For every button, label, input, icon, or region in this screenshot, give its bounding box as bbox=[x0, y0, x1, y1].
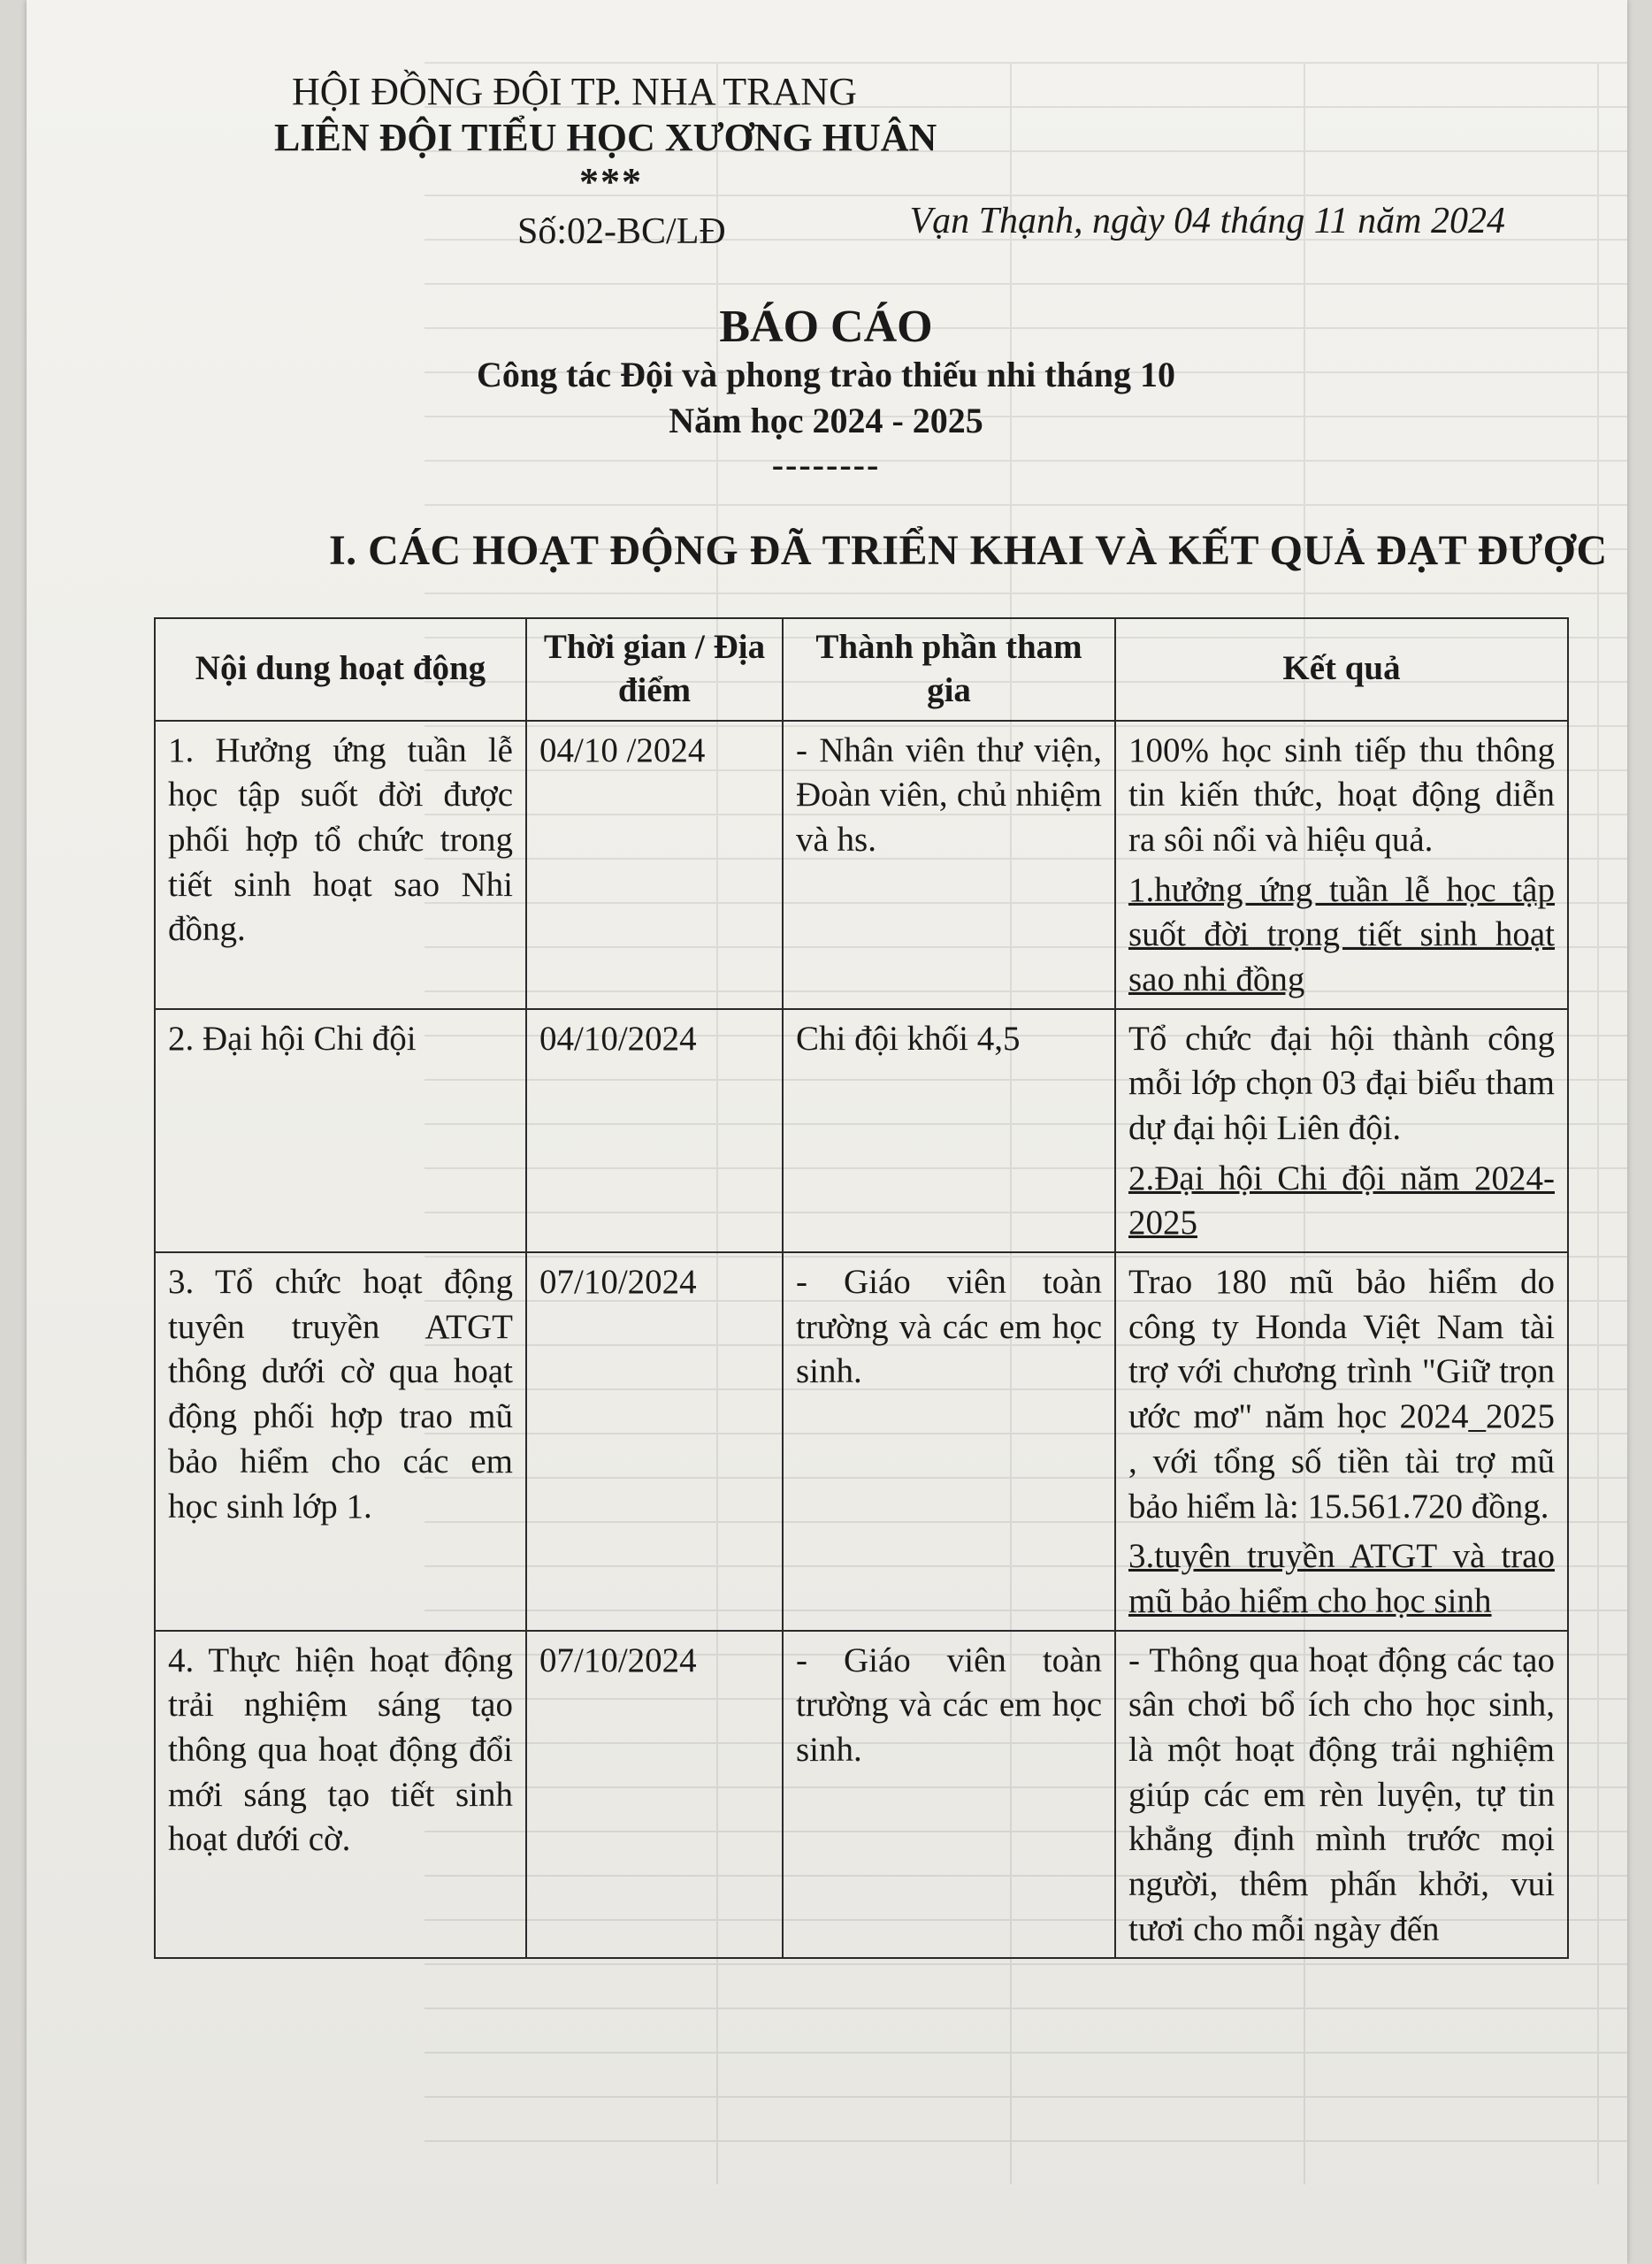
header-participants: Thành phần tham gia bbox=[783, 618, 1115, 721]
organization-line-1: HỘI ĐỒNG ĐỘI TP. NHA TRANG bbox=[292, 70, 857, 113]
header-result: Kết quả bbox=[1115, 618, 1568, 721]
row-content: 3. Tổ chức hoạt động tuyên truyền ATGT thông dưới cờ qua hoạt động phối hợp trao mũ bảo hiểm cho các em học sinh lớp 1. bbox=[155, 1252, 526, 1631]
row-participants: - Nhân viên thư viện, Đoàn viên, chủ nhiệm và hs. bbox=[783, 721, 1115, 1009]
row-result-note: 3.tuyên truyền ATGT và trao mũ bảo hiểm cho học sinh bbox=[1128, 1537, 1555, 1620]
row-result: - Thông qua hoạt động các tạo sân chơi bổ ích cho học sinh, là một hoạt động trải nghiệm giúp các em rèn luyện, tự tin khẳng định mình trước mọi người, thêm phấn khởi, vui tươi cho mỗi ngày đến bbox=[1128, 1641, 1555, 1948]
report-subtitle: Công tác Đội và phong trào thiếu nhi tháng 10 bbox=[476, 355, 1176, 394]
row-result: 100% học sinh tiếp thu thông tin kiến thức, hoạt động diễn ra sôi nổi và hiệu quả. bbox=[1128, 730, 1555, 859]
row-result-cell bbox=[1115, 1009, 1568, 1252]
row-content: 4. Thực hiện hoạt động trải nghiệm sáng tạo thông qua hoạt động đổi mới sáng tạo tiết sinh hoạt dưới cờ. bbox=[155, 1631, 526, 1959]
row-result-note: 1.hưởng ứng tuần lễ học tập suốt đời trọng tiết sinh hoạt sao nhi đồng bbox=[1128, 870, 1555, 998]
row-content: 1. Hưởng ứng tuần lễ học tập suốt đời được phối hợp tổ chức trong tiết sinh hoạt sao Nhi đồng. bbox=[155, 721, 526, 1009]
row-result: Tổ chức đại hội thành công mỗi lớp chọn 03 đại biểu tham dự đại hội Liên đội. bbox=[1128, 1019, 1555, 1147]
title-divider: -------- bbox=[771, 445, 881, 485]
row-content: 2. Đại hội Chi đội bbox=[155, 1009, 526, 1252]
table-row bbox=[155, 721, 1568, 1009]
header-stars: *** bbox=[579, 160, 643, 203]
header-time: Thời gian / Địa điểm bbox=[526, 618, 783, 721]
row-time: 07/10/2024 bbox=[526, 1252, 783, 1631]
place-and-date: Vạn Thạnh, ngày 04 tháng 11 năm 2024 bbox=[909, 201, 1505, 241]
section-heading: I. CÁC HOẠT ĐỘNG ĐÃ TRIỂN KHAI VÀ KẾT QUẢ ĐẠT ĐƯỢC bbox=[329, 527, 1608, 574]
table-row bbox=[155, 1631, 1568, 1959]
row-result-note: 2.Đại hội Chi đội năm 2024-2025 bbox=[1128, 1159, 1555, 1243]
row-participants: - Giáo viên toàn trường và các em học sinh. bbox=[783, 1252, 1115, 1631]
report-title: BÁO CÁO bbox=[719, 302, 933, 352]
row-participants: - Giáo viên toàn trường và các em học sinh. bbox=[783, 1631, 1115, 1959]
row-time: 04/10 /2024 bbox=[526, 721, 783, 1009]
header-content: Nội dung hoạt động bbox=[155, 618, 526, 721]
table-header-row bbox=[155, 618, 1568, 721]
row-participants: Chi đội khối 4,5 bbox=[783, 1009, 1115, 1252]
row-time: 04/10/2024 bbox=[526, 1009, 783, 1252]
row-time: 07/10/2024 bbox=[526, 1631, 783, 1959]
table-row bbox=[155, 1252, 1568, 1631]
organization-line-2: LIÊN ĐỘI TIỂU HỌC XƯƠNG HUÂN bbox=[274, 116, 937, 159]
table-row bbox=[155, 1009, 1568, 1252]
row-result: Trao 180 mũ bảo hiểm do công ty Honda Việt Nam tài trợ với chương trình "Giữ trọn ước mơ" năm học 2024_2025 , với tổng số tiền tài trợ mũ bảo hiểm là: 15.561.720 đồng. bbox=[1128, 1263, 1555, 1526]
activity-table bbox=[154, 617, 1569, 1959]
school-year: Năm học 2024 - 2025 bbox=[669, 401, 983, 440]
row-result-cell bbox=[1115, 1252, 1568, 1631]
row-result-cell bbox=[1115, 721, 1568, 1009]
document-number: Số:02-BC/LĐ bbox=[517, 211, 726, 252]
row-result-cell bbox=[1115, 1631, 1568, 1959]
